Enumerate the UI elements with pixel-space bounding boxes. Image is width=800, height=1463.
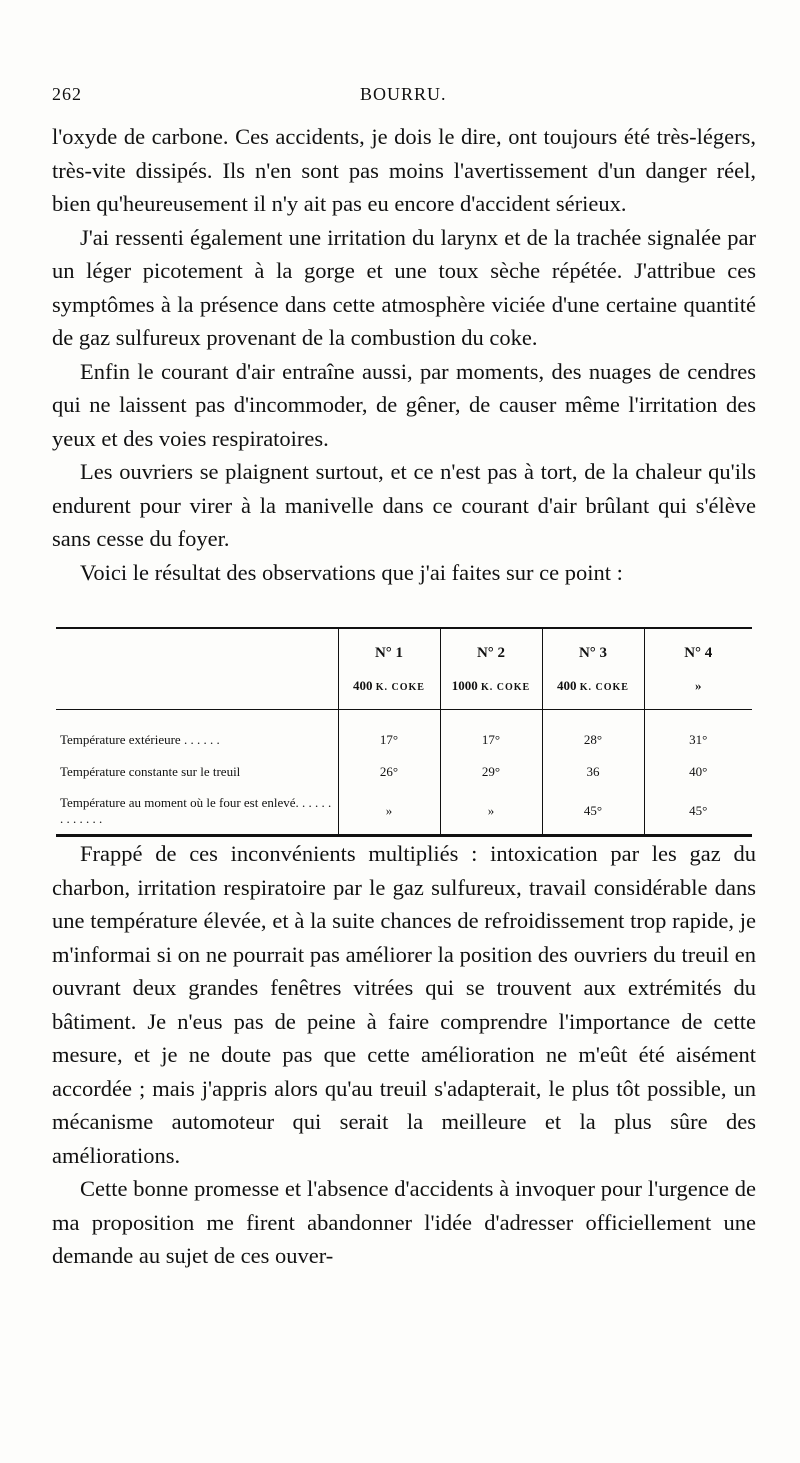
running-header <box>52 84 756 120</box>
column-quantity: 400 <box>353 677 373 693</box>
table-cell: » <box>440 788 542 836</box>
column-header <box>440 628 542 710</box>
paragraph: Voici le résultat des observations que j'ai faites sur ce point : <box>80 559 623 585</box>
column-quantity: » <box>695 677 702 693</box>
page-number: 262 <box>52 84 82 104</box>
paragraph: Les ouvriers se plaignent surtout, et ce n'est pas à tort, de la chaleur qu'ils endurent pour virer à la manivelle dans ce courant d'air brûlant qui s'élève sans cesse du foyer. <box>52 459 756 551</box>
table-row <box>56 724 752 756</box>
column-number: N° 3 <box>578 644 608 661</box>
column-header <box>338 628 440 710</box>
table-separator <box>56 710 752 725</box>
table-header-blank <box>56 628 338 710</box>
table-cell: 40° <box>644 756 752 788</box>
table-row <box>56 756 752 788</box>
paragraph: Enfin le courant d'air entraîne aussi, par moments, des nuages de cendres qui ne laissent pas d'incommoder, de gêner, de causer même l'irritation des yeux et des voies respiratoires. <box>52 358 756 451</box>
column-quantity: 400 <box>557 677 577 693</box>
row-label: Température extérieure . . . . . . <box>60 732 220 747</box>
column-header <box>644 628 752 710</box>
table-header-row <box>56 628 752 710</box>
table-cell: 28° <box>542 724 644 756</box>
temperature-table <box>56 627 752 837</box>
column-number: N° 2 <box>476 644 506 661</box>
table-cell: 36 <box>542 756 644 788</box>
column-unit: K. COKE <box>375 681 425 693</box>
column-header <box>542 628 644 710</box>
row-label: Température constante sur le treuil <box>60 764 241 779</box>
column-unit: K. COKE <box>579 681 629 693</box>
table-cell: 45° <box>542 788 644 836</box>
table-cell: 45° <box>644 788 752 836</box>
column-number: N° 1 <box>374 644 404 661</box>
running-title: BOURRU. <box>360 84 447 104</box>
column-number: N° 4 <box>684 644 713 661</box>
column-unit: K. COKE <box>481 681 531 693</box>
paragraph: Frappé de ces inconvénients multipliés : intoxication par les gaz du charbon, irritation respiratoire par le gaz sulfureux, travail considérable dans une température élevée, et à la suite chances de refroidissement trop rapide, je m'informai si on ne pourrait pas améliorer la position des ouvriers du treuil en ouvrant deux grandes fenêtres vitrées qui se trouvent aux extrémités du bâtiment. Je n'eus pas de peine à faire comprendre l'importance de cette mesure, et je ne doute pas que cette amélioration ne m'eût été aisément accordée ; mais j'appris alors qu'au treuil s'adapterait, le plus tôt possible, un mécanisme automoteur qui serait la meilleure et la plus sûre des améliorations. <box>52 841 756 1168</box>
row-label: Température au moment où le four est enlevé. . . . . . . . . . . . . <box>60 795 332 826</box>
paragraph: J'ai ressenti également une irritation du larynx et de la trachée signalée par un léger picotement à la gorge et une toux sèche répétée. J'attribue ces symptômes à la présence dans cette atmosphère viciée d'une certaine quantité de gaz sulfureux provenant de la combustion du coke. <box>52 224 756 350</box>
book-page <box>52 84 756 1273</box>
column-quantity: 1000 <box>451 677 478 693</box>
table-cell: 17° <box>440 724 542 756</box>
table-cell: 26° <box>338 756 440 788</box>
table-cell: 17° <box>338 724 440 756</box>
table-cell: » <box>338 788 440 836</box>
paragraph: l'oxyde de carbone. Ces accidents, je dois le dire, ont toujours été très-légers, très-vite dissipés. Ils n'en sont pas moins l'avertissement d'un danger réel, bien qu'heureusement il n'y ait pas eu encore d'accident sérieux. <box>52 124 756 216</box>
table-row <box>56 788 752 836</box>
paragraph: Cette bonne promesse et l'absence d'accidents à invoquer pour l'urgence de ma proposition me firent abandonner l'idée d'adresser officiellement une demande au sujet de ces ouver- <box>52 1176 756 1268</box>
table-cell: 31° <box>644 724 752 756</box>
table-cell: 29° <box>440 756 542 788</box>
